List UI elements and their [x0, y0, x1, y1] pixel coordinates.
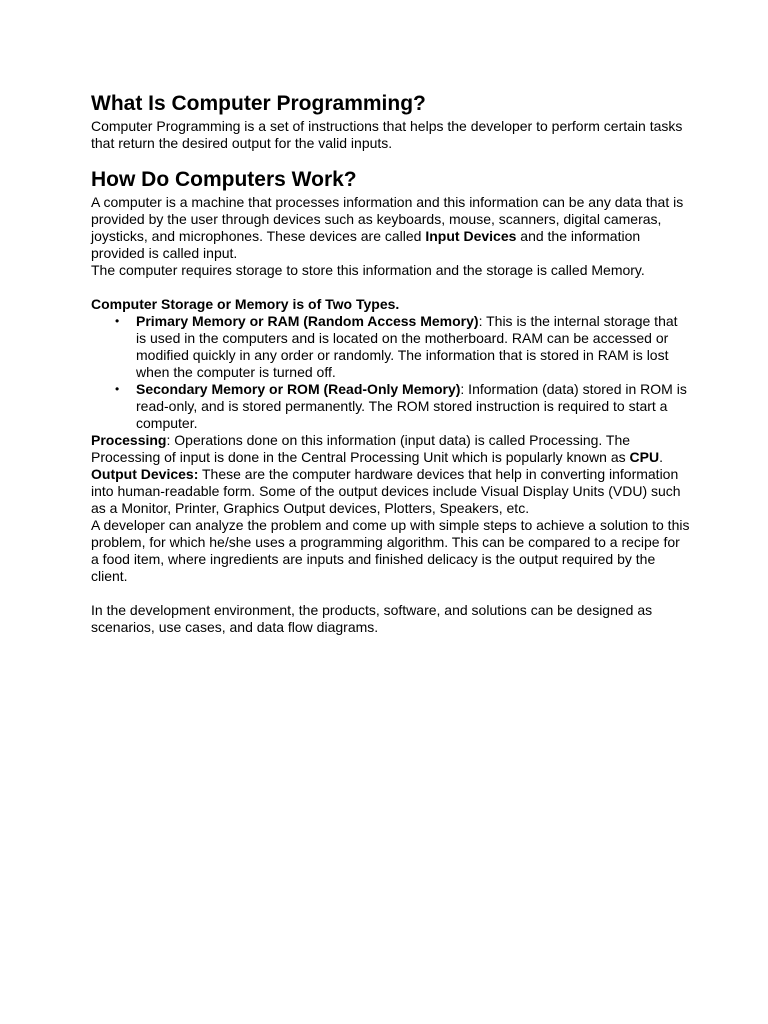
primary-memory-text: : This is the internal storage that is used in the computers and is located on the motherboard. RAM can be accessed or modified quickly in any order or randomly. The information that is stored in RAM is lost when the computer is turned off. [136, 313, 678, 380]
processing-text: : Operations done on this information (input data) is called Processing. The Processing of input is done in the Central Processing Unit which is popularly known as [91, 432, 631, 465]
bullet-icon: • [115, 382, 120, 396]
heading-what-is-programming: What Is Computer Programming? [91, 92, 426, 115]
secondary-memory-term: Secondary Memory or ROM (Read-Only Memory) [136, 381, 461, 397]
heading-how-computers-work: How Do Computers Work? [91, 168, 357, 191]
output-devices-text: These are the computer hardware devices that help in converting information into human-readable form. Some of the output devices include Visual Display Units (VDU) such as a Monitor, Printer, Graphics Output devices, Plotters, Speakers, etc. [91, 466, 681, 516]
secondary-memory-text: : Information (data) stored in ROM is read-only, and is stored permanently. The ROM stored instruction is required to start a computer. [136, 381, 687, 431]
environment-paragraph: In the development environment, the products, software, and solutions can be designed as scenarios, use cases, and data flow diagrams. [91, 602, 653, 635]
memory-storage-paragraph: The computer requires storage to store this information and the storage is called Memory. [91, 262, 645, 278]
output-devices-paragraph [91, 466, 691, 517]
memory-types-list [91, 313, 691, 432]
primary-memory-term: Primary Memory or RAM (Random Access Memory) [136, 313, 479, 329]
processing-term: Processing [91, 432, 167, 448]
input-text-before: A computer is a machine that processes information and this information can be any data that is provided by the user through devices such as keyboards, mouse, scanners, digital cameras, joysticks, and microphones. These devices are called [91, 194, 684, 244]
processing-end: . [659, 449, 663, 465]
memory-types-heading-text: Computer Storage or Memory is of Two Types. [91, 296, 400, 312]
programming-definition: Computer Programming is a set of instructions that helps the developer to perform certain tasks that return the desired output for the valid inputs. [91, 118, 683, 151]
bullet-icon: • [115, 314, 120, 328]
developer-paragraph: A developer can analyze the problem and come up with simple steps to achieve a solution to this problem, for which he/she uses a programming algorithm. This can be compared to a recipe for a food item, where ingredients are inputs and finished delicacy is the output required by the client. [91, 517, 690, 584]
spacer [91, 279, 691, 296]
document-content [91, 90, 691, 636]
cpu-term: CPU [629, 449, 660, 465]
input-text-after: and the information provided is called input. [91, 228, 641, 261]
computer-input-paragraph [91, 194, 691, 262]
list-item-secondary-memory [115, 381, 691, 432]
input-devices-term: Input Devices [425, 228, 517, 244]
spacer [91, 585, 691, 602]
processing-paragraph [91, 432, 691, 466]
memory-types-heading [91, 296, 691, 313]
list-item-primary-memory [115, 313, 691, 381]
output-devices-term: Output Devices: [91, 466, 199, 482]
